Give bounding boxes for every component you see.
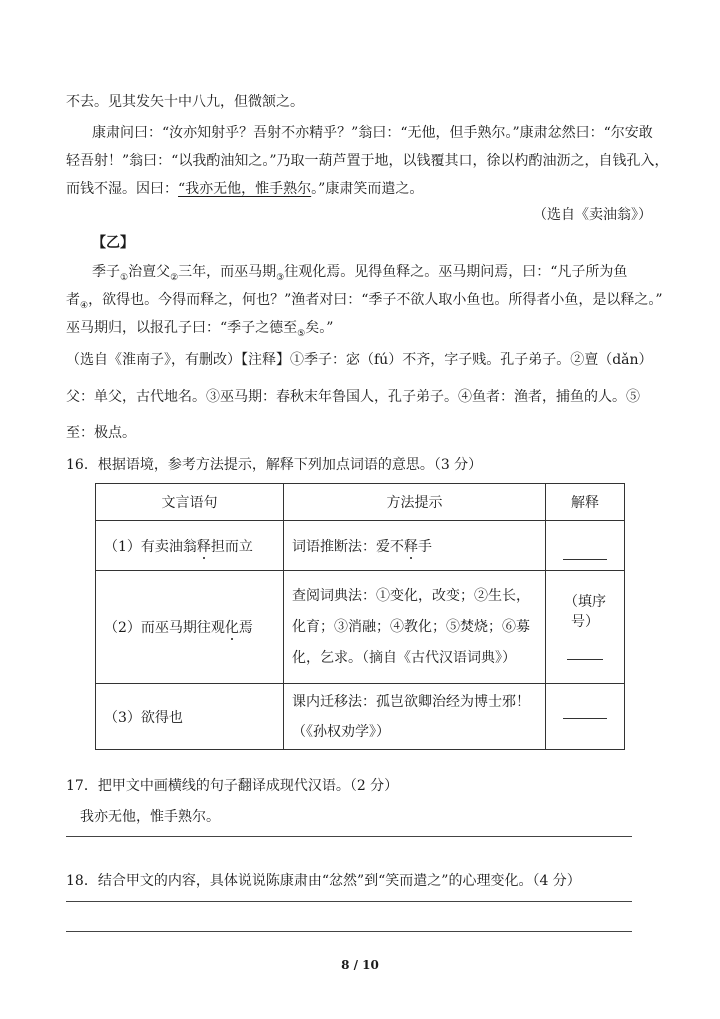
answer-line[interactable]: [66, 931, 632, 932]
passage-yi-line-1: [92, 262, 627, 288]
method-cell: 词语推断法：爱不释手: [284, 521, 546, 571]
method-cell: [284, 571, 546, 684]
underlined-sentence: “我亦无他，惟手熟尔: [178, 181, 312, 197]
passage-yi-line-2: [66, 290, 663, 316]
sentence-cell: （2）而巫马期往观化焉: [96, 571, 284, 684]
passage-jia-text: 。”康肃笑而遣之。: [311, 181, 424, 197]
sentence-cell: （3）欲得也: [96, 684, 284, 750]
text: 治亶父: [128, 264, 171, 280]
emphasis-char: 化: [224, 620, 239, 636]
page-number: 8 / 10: [341, 958, 379, 972]
table-row: [96, 571, 625, 684]
method-line: 查阅词典法：①变化，改变；②生长，: [292, 587, 530, 604]
method-cell: [284, 684, 546, 750]
heading-yi: 【乙】: [92, 235, 134, 251]
answer-blank[interactable]: [563, 704, 607, 719]
question-17-sentence: 我亦无他，惟手熟尔。: [80, 809, 220, 825]
emphasis-char: 释: [404, 538, 418, 555]
note-mark: ①: [120, 272, 129, 283]
source-jia: （选自《卖油翁》）: [533, 207, 652, 223]
table-header: 方法提示: [284, 484, 546, 521]
sentence-cell: （1）有卖油翁释担而立: [96, 521, 284, 571]
method-line: 课内迁移法：孤岂欲卿治经为博士邪！: [292, 693, 530, 710]
text: 往观化焉。见得鱼释之。巫马期问焉，曰：“凡子所为鱼: [284, 264, 628, 280]
answer-blank[interactable]: [567, 645, 603, 660]
notes-line-3: 至：极点。: [66, 425, 136, 441]
answer-cell[interactable]: [546, 684, 625, 750]
table-header-row: [96, 484, 625, 521]
method-line: （《孙权劝学》）: [292, 723, 390, 740]
emphasis-char: 释: [196, 538, 211, 555]
passage-jia-line-3: 轻吾射！”翁曰：“以我酌油知之。”乃取一葫芦置于地，以钱覆其口，徐以杓酌油沥之，自钱孔入，: [66, 153, 669, 169]
notes-line-2: 父：单父，古代地名。③巫马期：春秋末年鲁国人，孔子弟子。④鱼者：渔者，捕鱼的人。⑤: [66, 389, 640, 405]
question-17: 17．把甲文中画横线的句子翻译成现代汉语。（2 分）: [66, 778, 399, 794]
table-header: 文言语句: [96, 484, 284, 521]
text: 巫马期归，以报孔子曰：“季子之德至: [66, 320, 298, 336]
text: 矣。”: [305, 320, 334, 336]
question-16-table: [95, 483, 625, 750]
table-header: 解释: [546, 484, 625, 521]
answer-blank[interactable]: [563, 545, 607, 560]
answer-cell[interactable]: [546, 521, 625, 571]
answer-cell[interactable]: [546, 571, 625, 684]
notes-line-1: （选自《淮南子》，有删改）【注释】①季子：宓（fú）不齐，字子贱。孔子弟子。②亶（dǎn）: [66, 352, 653, 368]
method-line: 化育；③消融；④教化；⑤焚烧；⑥募: [292, 618, 530, 635]
answer-line[interactable]: [66, 901, 632, 902]
passage-jia-line-1: 不去。见其发矢十中八九，但微颔之。: [66, 94, 304, 110]
passage-jia-line-4: [66, 179, 423, 199]
text: 者: [66, 292, 80, 308]
answer-hint: （填序号）: [564, 593, 606, 630]
passage-jia-line-2: 康肃问曰：“汝亦知射乎？吾射不亦精乎？”翁曰：“无他，但手熟尔。”康肃忿然曰：“尔安敢: [92, 125, 653, 141]
text: ，欲得也。今得而释之，何也？”渔者对曰：“季子不欲人取小鱼也。所得者小鱼，是以释之。”: [88, 292, 663, 308]
table-row: [96, 521, 625, 571]
answer-line[interactable]: [66, 836, 632, 837]
table-row: [96, 684, 625, 750]
passage-jia-text: 而钱不湿。因曰：: [66, 181, 178, 197]
note-mark: ③: [276, 272, 285, 283]
question-18: 18．结合甲文的内容，具体说说陈康肃由“忿然”到“笑而遣之”的心理变化。（4 分）: [66, 873, 581, 889]
text: 三年，而巫马期: [178, 264, 277, 280]
note-mark: ⑤: [297, 328, 306, 339]
method-line: 化，乞求。（摘自《古代汉语词典》）: [292, 649, 516, 666]
note-mark: ④: [80, 300, 89, 311]
question-16: 16．根据语境，参考方法提示，解释下列加点词语的意思。（3 分）: [66, 457, 483, 473]
note-mark: ②: [170, 272, 179, 283]
text: 季子: [92, 264, 120, 280]
passage-yi-line-3: [66, 318, 333, 344]
